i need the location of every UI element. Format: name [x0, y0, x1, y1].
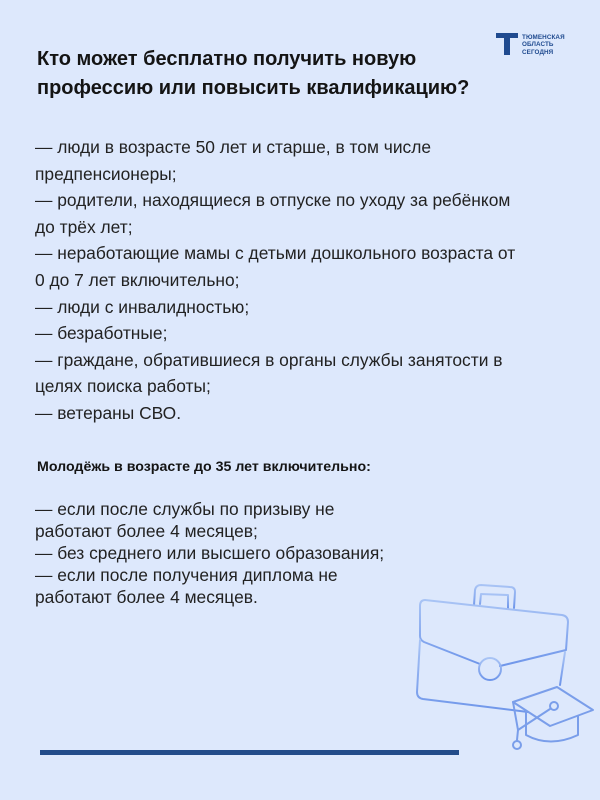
list-line: — люди в возрасте 50 лет и старше, в том числе	[35, 137, 432, 157]
title-line: Кто может бесплатно получить новую	[37, 48, 417, 70]
briefcase-icon	[417, 585, 568, 712]
youth-section-heading: Молодёжь в возрасте до 35 лет включительно:	[37, 459, 371, 475]
list-line: работают более 4 месяцев;	[35, 521, 258, 541]
youth-conditions-list	[35, 498, 415, 608]
briefcase-graduation-illustration	[400, 570, 600, 760]
brand-logo	[496, 33, 565, 56]
brand-name-line: ТЮМЕНСКАЯ	[522, 34, 565, 41]
list-line: — безработные;	[35, 323, 168, 344]
list-line: — граждане, обратившиеся в органы службы занятости в	[35, 349, 503, 370]
brand-name-line: СЕГОДНЯ	[522, 48, 554, 56]
title-line: профессию или повысить квалификацию?	[37, 77, 470, 99]
list-line: до трёх лет;	[35, 216, 133, 237]
eligible-groups-list	[35, 134, 575, 427]
brand-name-line: ОБЛАСТЬ	[522, 41, 554, 49]
footer-divider	[40, 750, 459, 755]
list-line: предпенсионеры;	[35, 163, 177, 184]
list-line: 0 до 7 лет включительно;	[35, 269, 240, 290]
graduation-cap-icon	[513, 687, 593, 749]
list-line: — если после получения диплома не	[35, 565, 338, 585]
page-title	[37, 45, 497, 103]
list-line: — неработающие мамы с детьми дошкольного возраста от	[35, 243, 516, 264]
list-line: — ветераны СВО.	[35, 402, 182, 423]
list-line: — без среднего или высшего образования;	[35, 543, 385, 563]
list-line: — если после службы по призыву не	[35, 499, 335, 519]
list-line: — родители, находящиеся в отпуске по уходу за ребёнком	[35, 190, 511, 211]
list-line: работают более 4 месяцев.	[35, 587, 258, 607]
brand-name	[522, 34, 565, 56]
list-line: — люди с инвалидностью;	[35, 296, 250, 317]
letter-t-logo-icon	[496, 33, 518, 55]
list-line: целях поиска работы;	[35, 376, 211, 397]
